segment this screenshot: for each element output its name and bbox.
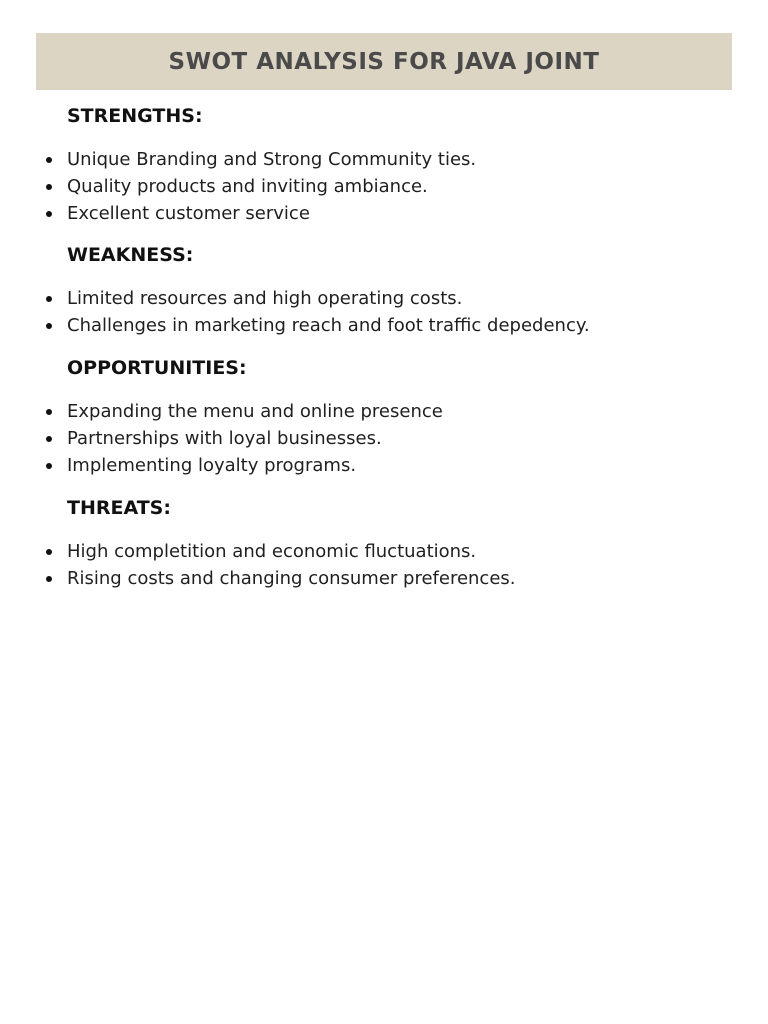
bullet-dot [46, 463, 52, 469]
list-item-text: Partnerships with loyal businesses. [67, 428, 382, 449]
list-item-text: Rising costs and changing consumer preferences. [67, 568, 516, 589]
section-heading: THREATS: [67, 497, 171, 519]
list-item-text: Excellent customer service [67, 203, 310, 224]
bullet-dot [46, 409, 52, 415]
list-item [0, 312, 768, 339]
section-heading: STRENGTHS: [67, 105, 203, 127]
title-banner [36, 33, 732, 90]
list-item [0, 452, 768, 479]
list-item-text: Expanding the menu and online presence [67, 401, 443, 422]
bullet-dot [46, 549, 52, 555]
bullet-list [0, 146, 768, 227]
bullet-dot [46, 296, 52, 302]
bullet-dot [46, 184, 52, 190]
bullet-dot [46, 576, 52, 582]
list-item-text: Limited resources and high operating costs. [67, 288, 463, 309]
bullet-list [0, 538, 768, 592]
list-item [0, 398, 768, 425]
list-item-text: High completition and economic fluctuations. [67, 541, 477, 562]
list-item-text: Quality products and inviting ambiance. [67, 176, 428, 197]
bullet-dot [46, 157, 52, 163]
list-item [0, 285, 768, 312]
document-title: SWOT ANALYSIS FOR JAVA JOINT [168, 48, 600, 75]
section-heading: WEAKNESS: [67, 244, 194, 266]
section-heading: OPPORTUNITIES: [67, 357, 247, 379]
list-item [0, 200, 768, 227]
list-item [0, 146, 768, 173]
bullet-dot [46, 323, 52, 329]
bullet-dot [46, 436, 52, 442]
list-item [0, 173, 768, 200]
list-item [0, 425, 768, 452]
bullet-dot [46, 211, 52, 217]
list-item [0, 538, 768, 565]
list-item-text: Unique Branding and Strong Community ties. [67, 149, 477, 170]
bullet-list [0, 398, 768, 479]
list-item-text: Challenges in marketing reach and foot traffic depedency. [67, 315, 590, 336]
bullet-list [0, 285, 768, 339]
list-item [0, 565, 768, 592]
list-item-text: Implementing loyalty programs. [67, 455, 357, 476]
